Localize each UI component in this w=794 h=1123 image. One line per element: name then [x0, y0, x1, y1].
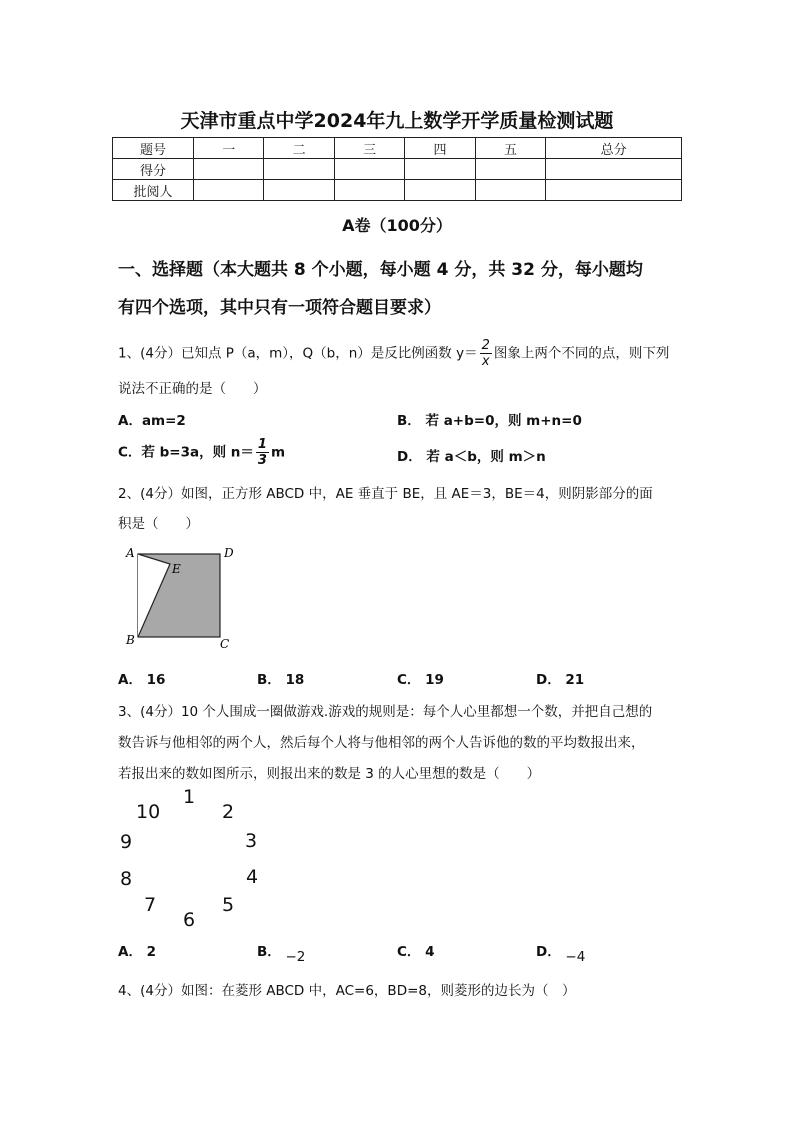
- q3-option-d: [536, 940, 586, 965]
- table-cell: 题号: [113, 138, 194, 159]
- table-cell: [334, 159, 404, 180]
- q1-option-c-fraction: [256, 437, 269, 468]
- label-a: A: [126, 546, 135, 560]
- q1-stem-c: 说法不正确的是（ ）: [118, 381, 267, 397]
- table-cell: 二: [264, 138, 334, 159]
- circle-number-2: 2: [222, 801, 235, 823]
- q1-c-den: 3: [257, 453, 267, 468]
- q2-square-diagram: [118, 542, 248, 657]
- score-table-header: [113, 138, 682, 159]
- q1-option-b: B． 若 a+b=0，则 m+n=0: [397, 413, 582, 429]
- score-table: [112, 137, 682, 201]
- label-d: D: [224, 546, 234, 560]
- label-b: B: [126, 633, 135, 647]
- part-heading-line2: 有四个选项，其中只有一项符合题目要求）: [118, 298, 441, 318]
- table-cell: 三: [334, 138, 404, 159]
- page-title: 天津市重点中学2024年九上数学开学质量检测试题: [180, 110, 614, 132]
- circle-number-6: 6: [183, 909, 196, 931]
- q1-stem-b: 图象上两个不同的点，则下列: [493, 345, 670, 362]
- circle-number-7: 7: [144, 894, 157, 916]
- q3-option-b-label: B．: [257, 944, 281, 960]
- circle-number-10: 10: [136, 801, 161, 823]
- part-heading-line1: 一、选择题（本大题共 8 个小题，每小题 4 分，共 32 分，每小题均: [118, 260, 643, 280]
- q3-option-d-label: D．: [536, 944, 561, 960]
- q1-option-c-tail: m: [270, 444, 286, 461]
- circle-number-8: 8: [120, 868, 133, 890]
- q1-fraction: [480, 338, 492, 369]
- table-cell: [194, 180, 264, 201]
- q2-stem-b: 积是（ ）: [118, 516, 199, 532]
- q1-option-c: [118, 437, 285, 468]
- q1-frac-num: 2: [481, 338, 490, 353]
- q3-stem-b: 数告诉与他相邻的两个人，然后每个人将与他相邻的两个人告诉他的数的平均数报出来，: [118, 735, 645, 751]
- table-cell: [264, 159, 334, 180]
- table-cell: [475, 159, 545, 180]
- table-cell: 一: [194, 138, 264, 159]
- table-cell: [405, 180, 475, 201]
- circle-number-4: 4: [246, 866, 259, 888]
- q3-stem-a: 3、(4分）10 个人围成一圈做游戏.游戏的规则是：每个人心里都想一个数，并把自己想的: [118, 704, 653, 720]
- q2-stem-a: 2、(4分）如图，正方形 ABCD 中，AE 垂直于 BE，且 AE＝3，BE＝4，则阴影部分的面: [118, 486, 653, 502]
- q4-stem: 4、(4分）如图：在菱形 ABCD 中，AC=6，BD=8，则菱形的边长为（ ）: [118, 983, 576, 999]
- q3-stem-c: 若报出来的数如图所示，则报出来的数是 3 的人心里想的数是（ ）: [118, 766, 541, 782]
- table-cell: 总分: [546, 138, 682, 159]
- score-table-row: [113, 159, 682, 180]
- q1-c-num: 1: [257, 437, 267, 452]
- table-cell: 四: [405, 138, 475, 159]
- q2-option-c: C． 19: [397, 672, 444, 688]
- table-cell: [475, 180, 545, 201]
- label-c: C: [220, 637, 230, 651]
- table-cell: [546, 159, 682, 180]
- q1-option-c-text: C．若 b=3a，则 n＝: [118, 444, 254, 461]
- q3-option-a: A． 2: [118, 944, 157, 960]
- q2-option-a: A． 16: [118, 672, 166, 688]
- q3-option-c: C． 4: [397, 944, 435, 960]
- table-cell: [405, 159, 475, 180]
- circle-number-3: 3: [245, 830, 258, 852]
- circle-number-5: 5: [222, 894, 235, 916]
- q1-stem-a: 1、(4分）已知点 P（a，m），Q（b，n）是反比例函数 y＝: [118, 345, 478, 362]
- circle-number-9: 9: [120, 831, 133, 853]
- circle-number-1: 1: [183, 786, 196, 808]
- q1-option-a: A．am=2: [118, 413, 186, 429]
- label-e: E: [172, 562, 181, 576]
- section-heading: A卷（100分）: [342, 216, 452, 235]
- q1-stem: [118, 338, 669, 369]
- score-table-row: [113, 180, 682, 201]
- q3-option-b-value: −2: [285, 949, 306, 965]
- q3-option-d-value: −4: [565, 949, 586, 965]
- table-cell: [264, 180, 334, 201]
- table-cell: 五: [475, 138, 545, 159]
- table-cell: [546, 180, 682, 201]
- q3-option-b: [257, 940, 306, 965]
- q2-option-d: D． 21: [536, 672, 585, 688]
- q1-frac-den: x: [481, 354, 490, 369]
- table-cell: [334, 180, 404, 201]
- table-cell: [194, 159, 264, 180]
- q1-option-d: D． 若 a＜b，则 m＞n: [397, 449, 546, 465]
- table-cell: 批阅人: [113, 180, 194, 201]
- q2-option-b: B． 18: [257, 672, 305, 688]
- table-cell: 得分: [113, 159, 194, 180]
